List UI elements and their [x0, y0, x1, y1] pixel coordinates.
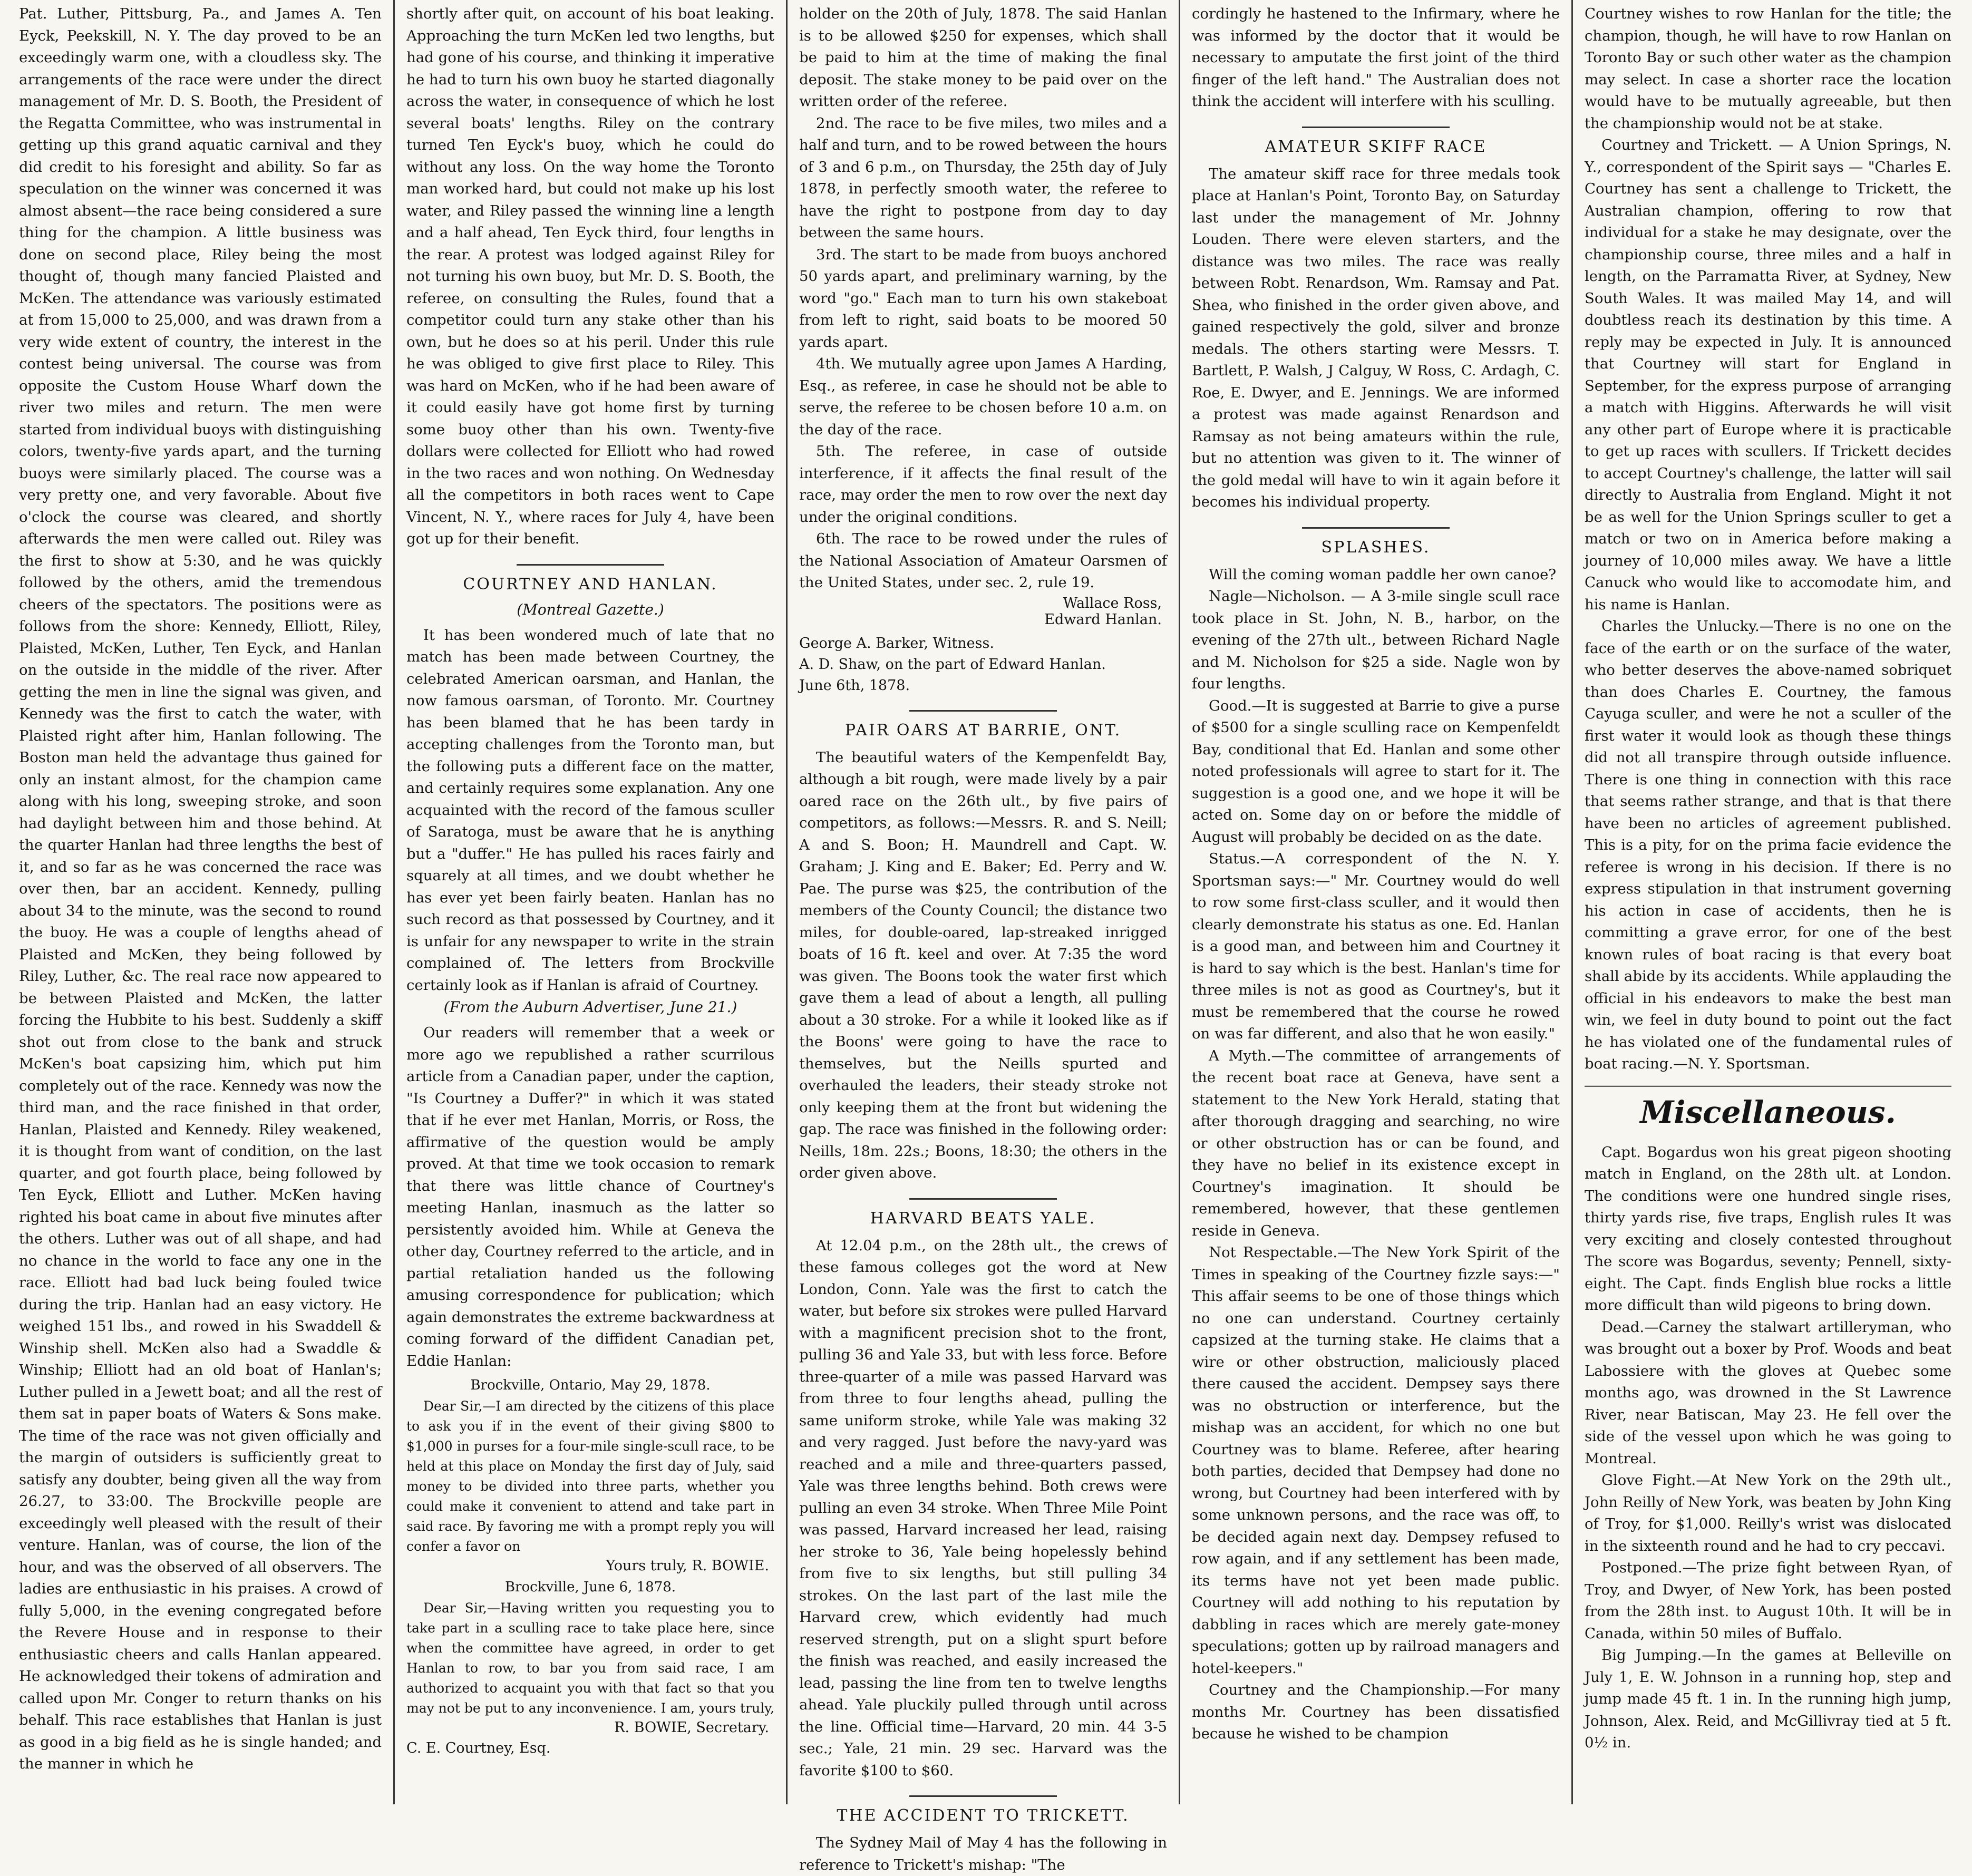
section-divider: [517, 564, 664, 566]
article-paragraph: Dear Sir,—Having written you requesting you to take part in a sculling race to take place here, since when the committee have agreed, in order to get Hanlan to row, to bar you from said race, I am authorized to acquaint you with that fact so that you may not be put to any inconvenience. I am, yours truly,: [406, 1600, 774, 1716]
section-divider: [1302, 127, 1449, 128]
article-headline: AMATEUR SKIFF RACE: [1265, 137, 1487, 156]
article-paragraph: Dear Sir,—I am directed by the citizens of this place to ask you if in the event of their giving $800 to $1,000 in purses for a four-mile single-scull race, to be held at this place on Monday the first day of July, said money to be divided into three parts, whether you could make it convenient to attend and take part in said race. By favoring me with a prompt reply you will confer a favor on: [406, 1398, 774, 1554]
article-source: (From the Auburn Advertiser, June 21.): [443, 998, 737, 1016]
article-paragraph: Status.—A correspondent of the N. Y. Sportsman says:—" Mr. Courtney would do well to row some first-class sculler, and it would then clearly demonstrate his status as one. Ed. Hanlan is a good man, and between him and Courtney it is hard to say which is the best. Hanlan's time for three miles is not as good as Courtney's, but it must be remembered that the course he rowed on was far different, and also that he won easily.": [1192, 850, 1560, 1042]
article-paragraph: 4th. We mutually agree upon James A Harding, Esq., as referee, in case he should not be able to serve, the referee to be chosen before 10 a.m. on the day of the race.: [799, 355, 1167, 438]
article-paragraph: 3rd. The start to be made from buoys anchored 50 yards apart, and preliminary warning, by the word "go." Each man to turn his own stakeboat from left to right, said boats to be moored 50 yards apart.: [799, 246, 1167, 351]
article-headline: SPLASHES.: [1321, 538, 1431, 557]
signature: Wallace Ross, Edward Hanlan.: [1044, 595, 1162, 628]
letter-dateline: Brockville, Ontario, May 29, 1878.: [470, 1377, 711, 1393]
article-paragraph: Our readers will remember that a week or more ago we republished a rather scurrilous article from a Canadian paper, under the caption, "Is Courtney a Duffer?" in which it was stated that if he ever met Hanlan, Morris, or Ross, the affirmative of the question would be amply proved. At that time we took occasion to remark that there was little chance of Courtney's meeting Hanlan, inasmuch as the latter so persistently avoided him. While at Geneva the other day, Courtney referred to the article, and in partial retaliation handed us the following amusing correspondence for publication; which again demonstrates the extreme backwardness at coming forward of the diffident Canadian pet, Eddie Hanlan:: [406, 1024, 774, 1369]
article-paragraph: The beautiful waters of the Kempenfeldt Bay, although a bit rough, were made lively by a pair oared race on the 26th ult., by five pairs of competitors, as follows:—Messrs. R. and S. Neill; A and S. Boon; H. Maundrell and Capt. W. Graham; J. King and E. Baker; Ed. Perry and W. Pae. The purse was $25, the contribution of the members of the County Council; the distance two miles, for double-oared, lap-streaked inrigged boats of 16 ft. keel and over. At 7:35 the word was given. The Boons took the water first which gave them a lead of about a length, all pulling about a 30 stroke. For a while it looked like as if the Boons' were going to have the race to themselves, but the Neills spurted and overhauled the leaders, their steady stroke not only keeping them at the front but widening the gap. The race was finished in the following order: Neills, 18m. 22s.; Boons, 18:30; the others in the order given above.: [799, 749, 1167, 1181]
article-paragraph: Postponed.—The prize fight between Ryan, of Troy, and Dwyer, of New York, has been posted from the 28th inst. to August 10th. It will be in Canada, within 50 miles of Buffalo.: [1585, 1559, 1951, 1642]
signature: Yours truly, R. BOWIE.: [606, 1558, 769, 1574]
column-4: [1180, 0, 1573, 1804]
article-source: (Montreal Gazette.): [517, 600, 664, 618]
letter-dateline: Brockville, June 6, 1878.: [504, 1579, 676, 1595]
article-paragraph: Courtney wishes to row Hanlan for the title; the champion, though, he will have to row Hanlan on Toronto Bay or such other water as the champion may select. In case a shorter race the location would have to be mutually agreeable, but then the championship would not be at stake.: [1585, 5, 1951, 132]
letter-addressee: C. E. Courtney, Esq.: [406, 1740, 551, 1756]
witness-block: George A. Barker, Witness. A. D. Shaw, on the part of Edward Hanlan. June 6th, 1878.: [799, 635, 1106, 694]
article-paragraph: Good.—It is suggested at Barrie to give a purse of $500 for a single sculling race on Kempenfeldt Bay, conditional that Ed. Hanlan and some other noted professionals will agree to start for it. The suggestion is a good one, and we hope it will be acted on. Some day on or before the middle of August will probably be decided on as the date.: [1192, 697, 1560, 845]
article-paragraph: Not Respectable.—The New York Spirit of the Times in speaking of the Courtney fizzle says:—" This affair seems to be one of those things which no one can understand. Courtney certainly capsized at the turning stake. He claims that a wire or other obstruction, maliciously placed there caused the accident. Dempsey says there was no obstruction or interference, but the mishap was an accident, for which no one but Courtney was to blame. Referee, after hearing both parties, decided that Dempsey had done no wrong, but Courtney had been interfered with by some unknown persons, and the race was off, to be decided again next day. Dempsey refused to row again, and if any settlement has been made, its terms have not yet been made public. Courtney will add nothing to his reputation by dabbling in races which are merely gate-money speculations; gotten up by railroad managers and hotel-keepers.": [1192, 1244, 1560, 1677]
article-paragraph: At 12.04 p.m., on the 28th ult., the crews of these famous colleges got the word at New London, Conn. Yale was the first to catch the water, but before six strokes were pulled Harvard with a magnificent precision shot to the front, pulling 36 and Yale 33, but with less force. Before three-quarter of a mile was passed Harvard was from three to four lengths ahead, pulling the same uniform stroke, while Yale was making 32 and very ragged. Just before the navy-yard was reached and a mile and three-quarters passed, Yale was three lengths behind. Both crews were pulling an even 34 stroke. When Three Mile Point was passed, Harvard increased her lead, raising her stroke to 36, Yale being hopelessly behind from five to six lengths, but still pulling 34 strokes. On the last part of the last mile the Harvard crew, which evidently had much reserved strength, put on a slight spurt before the finish was reached, and easily increased the lead, passing the line from ten to twelve lengths ahead. Yale pluckily pulled through until across the line. Official time—Harvard, 20 min. 44 3-5 sec.; Yale, 21 min. 29 sec. Harvard was the favorite $100 to $60.: [799, 1237, 1167, 1779]
article-paragraph: The Sydney Mail of May 4 has the following in reference to Trickett's mishap: "The: [799, 1834, 1167, 1873]
column-3: [788, 0, 1180, 1873]
article-paragraph: holder on the 20th of July, 1878. The said Hanlan is to be allowed $250 for expenses, which shall be paid to him at the time of making the final deposit. The stake money to be paid over on the written order of the referee.: [799, 5, 1167, 110]
article-paragraph: 5th. The referee, in case of outside interference, if it affects the final result of the race, may order the men to row over the next day under the original conditions.: [799, 443, 1167, 526]
article-paragraph: Capt. Bogardus won his great pigeon shooting match in England, on the 28th ult. at London. The conditions were one hundred single rises, thirty yards rise, five traps, English rules It was very exciting and closely contested throughout The score was Bogardus, seventy; Pennell, sixty-eight. The Capt. finds English blue rocks a little more difficult than wild pigeons to bring down.: [1585, 1143, 1951, 1314]
section-divider: [1302, 527, 1449, 529]
article-paragraph: Pat. Luther, Pittsburg, Pa., and James A. Ten Eyck, Peekskill, N. Y. The day proved to be an exceedingly warm one, with a cloudless sky. The arrangements of the race were under the direct management of Mr. D. S. Booth, the President of the Regatta Committee, who was instrumental in getting up this grand aquatic carnival and they did credit to his foresight and ability. So far as speculation on the winner was concerned it was almost absent—the race being considered a sure thing for the champion. A little business was done on second place, Riley being the most thought of, though many fancied Plaisted and McKen. The attendance was variously estimated at from 15,000 to 25,000, and was drawn from a very wide extent of country, the interest in the contest being universal. The course was from opposite the Custom House Wharf down the river two miles and return. The men were started from individual buoys with distinguishing colors, twenty-five yards apart, and the turning buoys were similarly placed. The course was a very pretty one, and very favorable. About five o'clock the course was cleared, and shortly afterwards the men were called out. Riley was the first to show at 5:30, and he was quickly followed by the others, amid the tremendous cheers of the spectators. The positions were as follows from the shore: Kennedy, Elliott, Riley, Plaisted, McKen, Luther, Ten Eyck, and Hanlan on the outside in the middle of the river. After getting the men in line the signal was given, and Kennedy was the first to catch the water, with Plaisted right after him, Hanlan following. The Boston man held the advantage thus gained for only an instant almost, for the champion came along with his long, sweeping stroke, and soon had daylight between him and those behind. At the quarter Hanlan had three lengths the best of it, and so far as he was concerned the race was over then, bar an accident. Kennedy, pulling about 34 to the minute, was the second to round the buoy. He was a couple of lengths ahead of Plaisted and McKen, they being followed by Riley, Luther, &c. The real race now appeared to be between Plaisted and McKen, the latter forcing the Hubbite to his best. Suddenly a skiff shot out from close to the bank and struck McKen's boat capsizing him, which put him completely out of the race. Kennedy was now the third man, and the race finished in that order, Hanlan, Plaisted and Kennedy. Riley weakened, it is thought from want of condition, on the last quarter, and got fourth place, being followed by Ten Eyck, Elliott and Luther. McKen having righted his boat came in about five minutes after the others. Luther was out of all shape, and had no chance in the world to face any one in the race. Elliott had bad luck being fouled twice during the trip. Hanlan had an easy victory. He weighed 151 lbs., and rowed in his Swaddell & Winship shell. McKen also had a Swaddle & Winship; Elliott had an old boat of Hanlan's; Luther pulled in a Jewett boat; and all the rest of them sat in paper boats of Waters & Sons make. The time of the race was not given officially and the margin of outsiders is sufficiently great to satisfy any doubter, being given all the way from 26.27, to 33:00. The Brockville people are exceedingly well pleased with the result of their venture. Hanlan, was of course, the lion of the hour, and was the observed of all observers. The ladies are enthusiastic in his praises. A crowd of fully 5,000, in the evening congregated before the Revere House and in response to their enthusiastic cheers and calls Hanlan appeared. He acknowledged their tokens of admiration and called upon Mr. Conger to return thanks on his behalf. This race establishes that Hanlan is just as good in a big field as he is single handed; and the manner in which he: [19, 5, 382, 1772]
article-paragraph: 2nd. The race to be five miles, two miles and a half and turn, and to be rowed between the hours of 3 and 6 p.m., on Thursday, the 25th day of July 1878, in perfectly smooth water, the referee to have the right to postpone from day to day between the same hours.: [799, 114, 1167, 241]
column-2: [395, 0, 788, 1804]
article-paragraph: Dead.—Carney the stalwart artilleryman, who was brought out a boxer by Prof. Woods and beat Labossiere with the gloves at Quebec some months ago, was drowned in the St Lawrence River, near Batiscan, May 23. He fell over the side of the vessel upon which he was going to Montreal.: [1585, 1318, 1951, 1467]
article-paragraph: The amateur skiff race for three medals took place at Hanlan's Point, Toronto Bay, on Saturday last under the management of Mr. Johnny Louden. There were eleven starters, and the distance was two miles. The race was really between Robt. Renardson, Wm. Ramsay and Pat. Shea, who finished in the order given above, and gained respectively the gold, silver and bronze medals. The others starting were Messrs. T. Bartlett, P. Walsh, J Calguy, W Ross, C. Ardagh, C. Roe, E. Dwyer, and E. Jennings. We are informed a protest was made against Renardson and Ramsay as not being amateurs within the rule, but no attention was given to it. The winner of the gold medal will have to win it again before it becomes his individual property.: [1192, 165, 1560, 510]
article-paragraph: Nagle—Nicholson. — A 3-mile single scull race took place in St. John, N. B., harbor, on the evening of the 27th ult., between Richard Nagle and M. Nicholson for $25 a side. Nagle won by four lengths.: [1192, 588, 1560, 692]
article-paragraph: Big Jumping.—In the games at Belleville on July 1, E. W. Johnson in a running hop, step and jump made 45 ft. 1 in. In the running high jump, Johnson, Alex. Reid, and McGillivray tied at 5 ft. 0½ in.: [1585, 1647, 1951, 1751]
article-headline: THE ACCIDENT TO TRICKETT.: [837, 1806, 1130, 1825]
article-headline: HARVARD BEATS YALE.: [870, 1209, 1096, 1228]
article-paragraph: Courtney and Trickett. — A Union Springs, N. Y., correspondent of the Spirit says — "Charles E. Courtney has sent a challenge to Trickett, the Australian champion, offering to row that individual for a stake he may designate, over the championship course, three miles and a half in length, on the Parramatta River, at Sydney, New South Wales. It was mailed May 14, and will doubtless reach its destination by this time. A reply may be expected in July. It is announced that Courtney will start for England in September, for the express purpose of arranging a match with Higgins. Afterwards he will visit any other part of Europe where it is practicable to get up races with scullers. If Trickett decides to accept Courtney's challenge, the latter will sail directly to Australia from England. Might it not be as well for the Union Springs sculler to get a match or two on in America before making a journey of 10,000 miles away. We have a little Canuck who would like to accomodate him, and his name is Hanlan.: [1585, 137, 1951, 613]
article-paragraph: cordingly he hastened to the Infirmary, where he was informed by the doctor that it would be necessary to amputate the first joint of the third finger of the left hand." The Australian does not think the accident will interfere with his sculling.: [1192, 5, 1560, 110]
column-5: [1573, 0, 1963, 1804]
article-paragraph: Charles the Unlucky.—There is no one on the face of the earth or on the surface of the water, who better deserves the above-named sobriquet than does Charles E. Courtney, the famous Cayuga sculler, and were he not a sculler of the first water it would look as though these things did not all transpire through outside influence. There is one thing in connection with this race that seems rather strange, and that is that there have been no articles of agreement published. This is a pity, for on the prima facie evidence the referee is wrong in his decision. If there is no express stipulation in that instrument governing his action in case of accidents, then he is committing a grave error, for one of the best known rules of boat racing is that every boat shall abide by its accidents. While applauding the official in his endeavors to make the best man win, we feel in duty bound to point out the fact he has violated one of the fundamental rules of boat racing.—N. Y. Sportsman.: [1585, 618, 1951, 1072]
column-1: [7, 0, 395, 1804]
article-paragraph: 6th. The race to be rowed under the rules of the National Association of Amateur Oarsmen of the United States, under sec. 2, rule 19.: [799, 530, 1167, 591]
section-divider: [909, 710, 1056, 712]
section-divider: [909, 1795, 1056, 1797]
article-paragraph: shortly after quit, on account of his boat leaking. Approaching the turn McKen led two lengths, but had gone of his course, and thinking it imperative he had to turn his own buoy he started diagonally across the water, in consequence of which he lost several boats' lengths. Riley on the contrary turned Ten Eyck's buoy, which he could do without any loss. On the way home the Toronto man worked hard, but could not make up his lost water, and Riley passed the winning line a length and a half ahead, Ten Eyck third, four lengths in the rear. A protest was lodged against Riley for not turning his own buoy, but Mr. D. S. Booth, the referee, on consulting the Rules, found that a competitor could turn any stake other than his own, but he does so at his peril. Under this rule he was obliged to give first place to Riley. This was hard on McKen, who if he had been aware of it could easily have got home first by turning some buoy other than his own. Twenty-five dollars were collected for Elliott who had rowed in the two races and won nothing. On Wednesday all the competitors in both races went to Cape Vincent, N. Y., where races for July 4, have been got up for their benefit.: [406, 5, 774, 547]
article-paragraph: Will the coming woman paddle her own canoe?: [1209, 566, 1557, 583]
article-paragraph: It has been wondered much of late that no match has been made between Courtney, the celebrated American oarsman, and Hanlan, the now famous oarsman, of Toronto. Mr. Courtney has been blamed that he has been tardy in accepting challenges from the Toronto man, but the following puts a different face on the matter, and certainly requires some explanation. Any one acquainted with the record of the famous sculler of Saratoga, must be aware that he is anything but a "duffer." He has pulled his races fairly and squarely at all times, and we doubt whether he has ever yet been fairly beaten. Hanlan has no such record as that possessed by Courtney, and it is unfair for any newspaper to write in the strain complained of. The letters from Brockville certainly look as if Hanlan is afraid of Courtney.: [406, 626, 774, 994]
section-title: Miscellaneous.: [1585, 1085, 1951, 1130]
article-paragraph: Courtney and the Championship.—For many months Mr. Courtney has been dissatisfied because he wished to be champion: [1192, 1681, 1560, 1742]
signature: R. BOWIE, Secretary.: [614, 1719, 769, 1736]
article-paragraph: Glove Fight.—At New York on the 29th ult., John Reilly of New York, was beaten by John King of Troy, for $1,000. Reilly's wrist was dislocated in the sixteenth round and he had to cry peccavi.: [1585, 1472, 1951, 1554]
article-headline: COURTNEY AND HANLAN.: [463, 575, 718, 594]
section-divider: [909, 1198, 1056, 1200]
article-paragraph: A Myth.—The committee of arrangements of the recent boat race at Geneva, have sent a statement to the New York Herald, stating that after thorough dragging and searching, no wire or other obstruction has or can be found, and they have no belief in its existence except in Courtney's imagination. It should be remembered, however, that these gentlemen reside in Geneva.: [1192, 1047, 1560, 1239]
article-headline: PAIR OARS AT BARRIE, ONT.: [844, 721, 1122, 740]
